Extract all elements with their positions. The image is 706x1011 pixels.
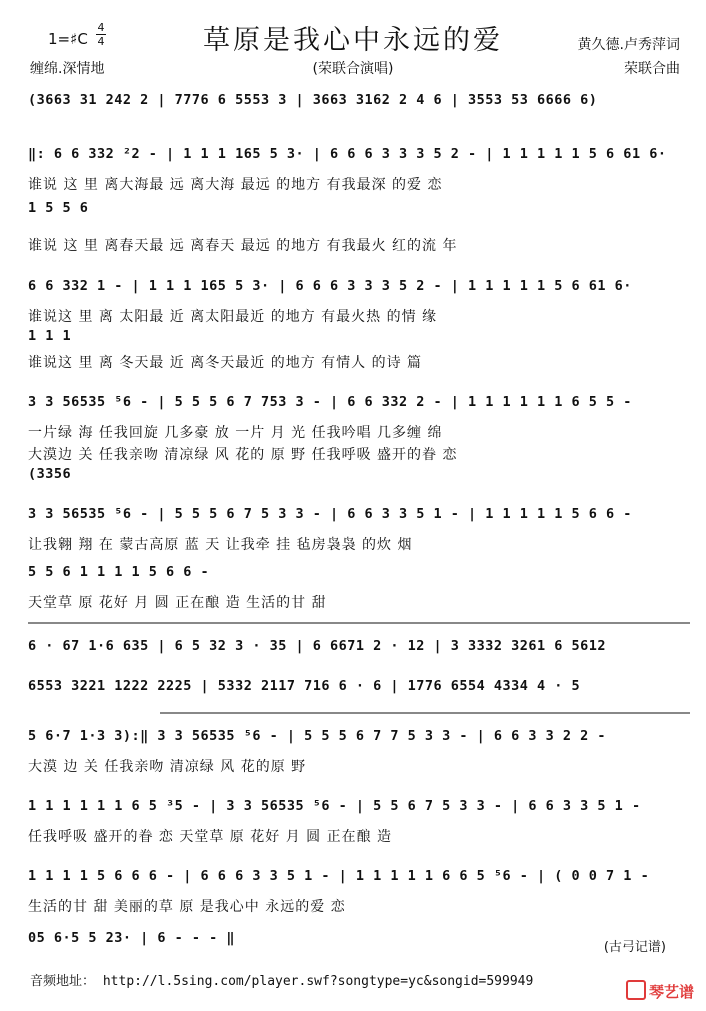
song-title: 草原是我心中永远的爱	[203, 25, 503, 56]
notation-line: ‖: 6 6 332 ²2 - | 1 1 1 165 5 3· | 6 6 6 3 3 3 5 2 - | 1 1 1 1 1 5 6 61 6·	[28, 146, 667, 162]
notation-line: 1 5 5 6	[28, 200, 89, 216]
logo-icon	[626, 980, 646, 1000]
lyric-line: 天堂草 原 花好 月 圆 正在酿 造 生活的甘 甜	[28, 595, 327, 611]
lyric-line: 谁说 这 里 离大海最 远 离大海 最远 的地方 有我最深 的爱 恋	[28, 177, 443, 193]
notation-line: 6553 3221 1222 2225 | 5332 2117 716 6 · 6 | 1776 6554 4334 4 · 5	[28, 678, 581, 694]
lyric-line: 让我翱 翔 在 蒙古高原 蓝 天 让我牵 挂 毡房袅袅 的炊 烟	[28, 537, 413, 553]
notation-line: 3 3 56535 ⁵6 - | 5 5 5 6 7 5 3 3 - | 6 6 3 3 5 1 - | 1 1 1 1 1 5 6 6 -	[28, 506, 632, 522]
lyric-line: 大漠 边 关 任我亲吻 清凉绿 风 花的原 野	[28, 759, 307, 775]
notation-line: 6 · 67 1·6 635 | 6 5 32 3 · 35 | 6 6671 2 · 12 | 3 3332 3261 6 5612	[28, 638, 607, 654]
lyric-line: 谁说这 里 离 冬天最 近 离冬天最近 的地方 有情人 的诗 篇	[28, 355, 423, 371]
lyricist-credit: 黄久德.卢秀萍词	[577, 37, 680, 53]
notation-line: (3663 31 242 2 | 7776 6 5553 3 | 3663 3162 2 4 6 | 3553 53 6666 6)	[28, 92, 598, 108]
lyric-line: 一片绿 海 任我回旋 几多豪 放 一片 月 光 任我吟唱 几多缠 绵	[28, 425, 443, 441]
transcriber-credit: (古弓记谱)	[603, 940, 666, 955]
notation-line: 3 3 56535 ⁵6 - | 5 5 5 6 7 753 3 - | 6 6 332 2 - | 1 1 1 1 1 1 6 5 5 -	[28, 394, 632, 410]
meter-bottom: 4	[97, 35, 105, 48]
notation-line: (3356	[28, 466, 72, 482]
audio-link[interactable]: http://l.5sing.com/player.swf?songtype=yc&songid=599949	[102, 974, 534, 989]
expression-mark: 缠绵.深情地	[30, 61, 105, 77]
notation-line: 1 1 1 1 1 1 6 5 ³5 - | 3 3 56535 ⁵6 - | 5 5 6 7 5 3 3 - | 6 6 3 3 5 1 -	[28, 798, 641, 814]
notation-line: 6 6 332 1 - | 1 1 1 165 5 3· | 6 6 6 3 3 3 5 2 - | 1 1 1 1 1 5 6 61 6·	[28, 278, 632, 294]
performer-credit: (荣联合演唱)	[312, 61, 394, 77]
notation-line: 5 5 6 1 1 1 1 5 6 6 -	[28, 564, 210, 580]
logo-text: 琴艺谱	[648, 983, 694, 1001]
notation-line: 1 1 1	[28, 328, 72, 344]
site-logo	[626, 980, 694, 1002]
lyric-line: 大漠边 关 任我亲吻 清凉绿 风 花的 原 野 任我呼吸 盛开的眷 恋	[28, 447, 458, 463]
notation-line: 05 6·5 5 23· | 6 - - - ‖	[28, 930, 236, 946]
notation-line: 1 1 1 1 5 6 6 6 - | 6 6 6 3 3 5 1 - | 1 1 1 1 1 6 6 5 ⁵6 - | ( 0 0 7 1 -	[28, 868, 650, 884]
lyric-line: 生活的甘 甜 美丽的草 原 是我心中 永远的爱 恋	[28, 899, 346, 915]
notation-line: 5 6·7 1·3 3):‖ 3 3 56535 ⁵6 - | 5 5 5 6 7 7 5 3 3 - | 6 6 3 3 2 2 -	[28, 728, 607, 744]
audio-address	[30, 970, 533, 989]
lyric-line: 谁说 这 里 离春天最 远 离春天 最远 的地方 有我最火 红的流 年	[28, 238, 458, 254]
key-signature: 1=♯C	[48, 30, 88, 48]
lyric-line: 任我呼吸 盛开的眷 恋 天堂草 原 花好 月 圆 正在酿 造	[28, 829, 393, 845]
meter-top: 4	[97, 21, 105, 34]
audio-label: 音频地址：	[30, 974, 96, 989]
lyric-line: 谁说这 里 离 太阳最 近 离太阳最近 的地方 有最火热 的情 缘	[28, 309, 438, 325]
composer-credit: 荣联合曲	[624, 61, 680, 77]
